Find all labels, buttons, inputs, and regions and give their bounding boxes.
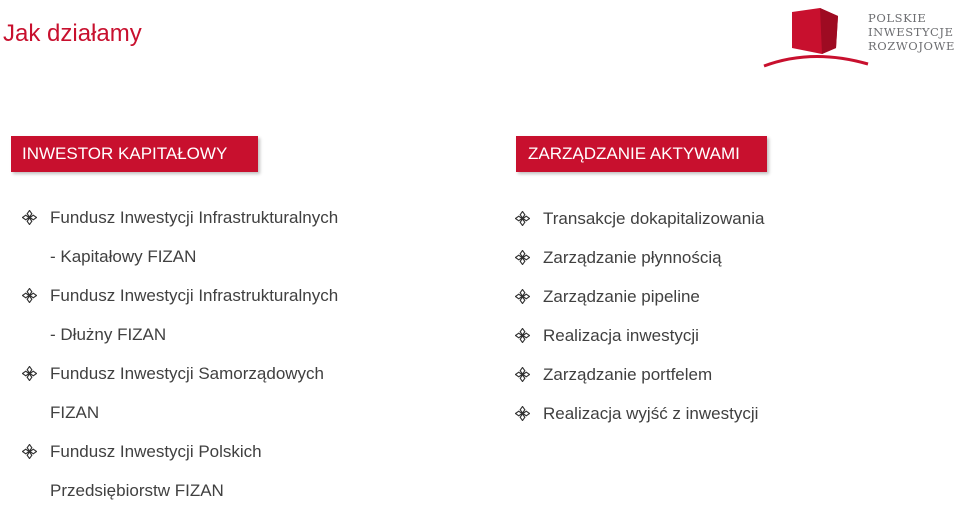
four-diamond-bullet-icon <box>22 288 37 303</box>
four-diamond-bullet-icon <box>22 366 37 381</box>
right-section-header: ZARZĄDZANIE AKTYWAMI <box>516 136 767 172</box>
list-item <box>515 355 935 394</box>
four-diamond-bullet-icon <box>515 211 530 226</box>
list-item <box>22 393 442 432</box>
list-item <box>22 315 442 354</box>
logo-line: ROZWOJOWE <box>868 39 955 53</box>
logo-line: INWESTYCJE <box>868 25 954 39</box>
right-list <box>515 199 935 433</box>
list-item-text: Przedsiębiorstw FIZAN <box>50 481 224 500</box>
list-item-text: - Dłużny FIZAN <box>50 325 167 344</box>
list-item <box>22 198 442 237</box>
list-item <box>515 199 935 238</box>
logo-line: POLSKIE <box>868 11 927 25</box>
list-item-text: Realizacja wyjść z inwestycji <box>543 404 759 423</box>
list-item-text: Fundusz Inwestycji Infrastrukturalnych <box>50 286 339 305</box>
four-diamond-bullet-icon <box>515 328 530 343</box>
logo <box>762 4 958 68</box>
four-diamond-bullet-icon <box>22 444 37 459</box>
list-item-text: Zarządzanie portfelem <box>543 365 713 384</box>
list-item <box>22 354 442 393</box>
list-item-text: Fundusz Inwestycji Infrastrukturalnych <box>50 208 339 227</box>
four-diamond-bullet-icon <box>22 210 37 225</box>
list-item <box>22 276 442 315</box>
list-item-text: Fundusz Inwestycji Samorządowych <box>50 364 325 383</box>
list-item <box>515 238 935 277</box>
left-section-header: INWESTOR KAPITAŁOWY <box>11 136 258 172</box>
list-item <box>22 432 442 471</box>
list-item-text: Realizacja inwestycji <box>543 326 699 345</box>
list-item-text: Zarządzanie płynnością <box>543 248 722 267</box>
four-diamond-bullet-icon <box>515 250 530 265</box>
pir-logo-icon <box>762 4 872 68</box>
list-item <box>22 471 442 510</box>
list-item-text: Fundusz Inwestycji Polskich <box>50 442 262 461</box>
list-item <box>515 316 935 355</box>
four-diamond-bullet-icon <box>515 406 530 421</box>
logo-text <box>868 11 955 53</box>
page-title: Jak działamy <box>3 20 142 47</box>
four-diamond-bullet-icon <box>515 289 530 304</box>
list-item <box>22 237 442 276</box>
four-diamond-bullet-icon <box>515 367 530 382</box>
list-item <box>515 277 935 316</box>
list-item-text: FIZAN <box>50 403 100 422</box>
list-item-text: Zarządzanie pipeline <box>543 287 700 306</box>
list-item <box>515 394 935 433</box>
left-list <box>22 198 442 510</box>
list-item-text: - Kapitałowy FIZAN <box>50 247 197 266</box>
list-item-text: Transakcje dokapitalizowania <box>543 209 765 228</box>
